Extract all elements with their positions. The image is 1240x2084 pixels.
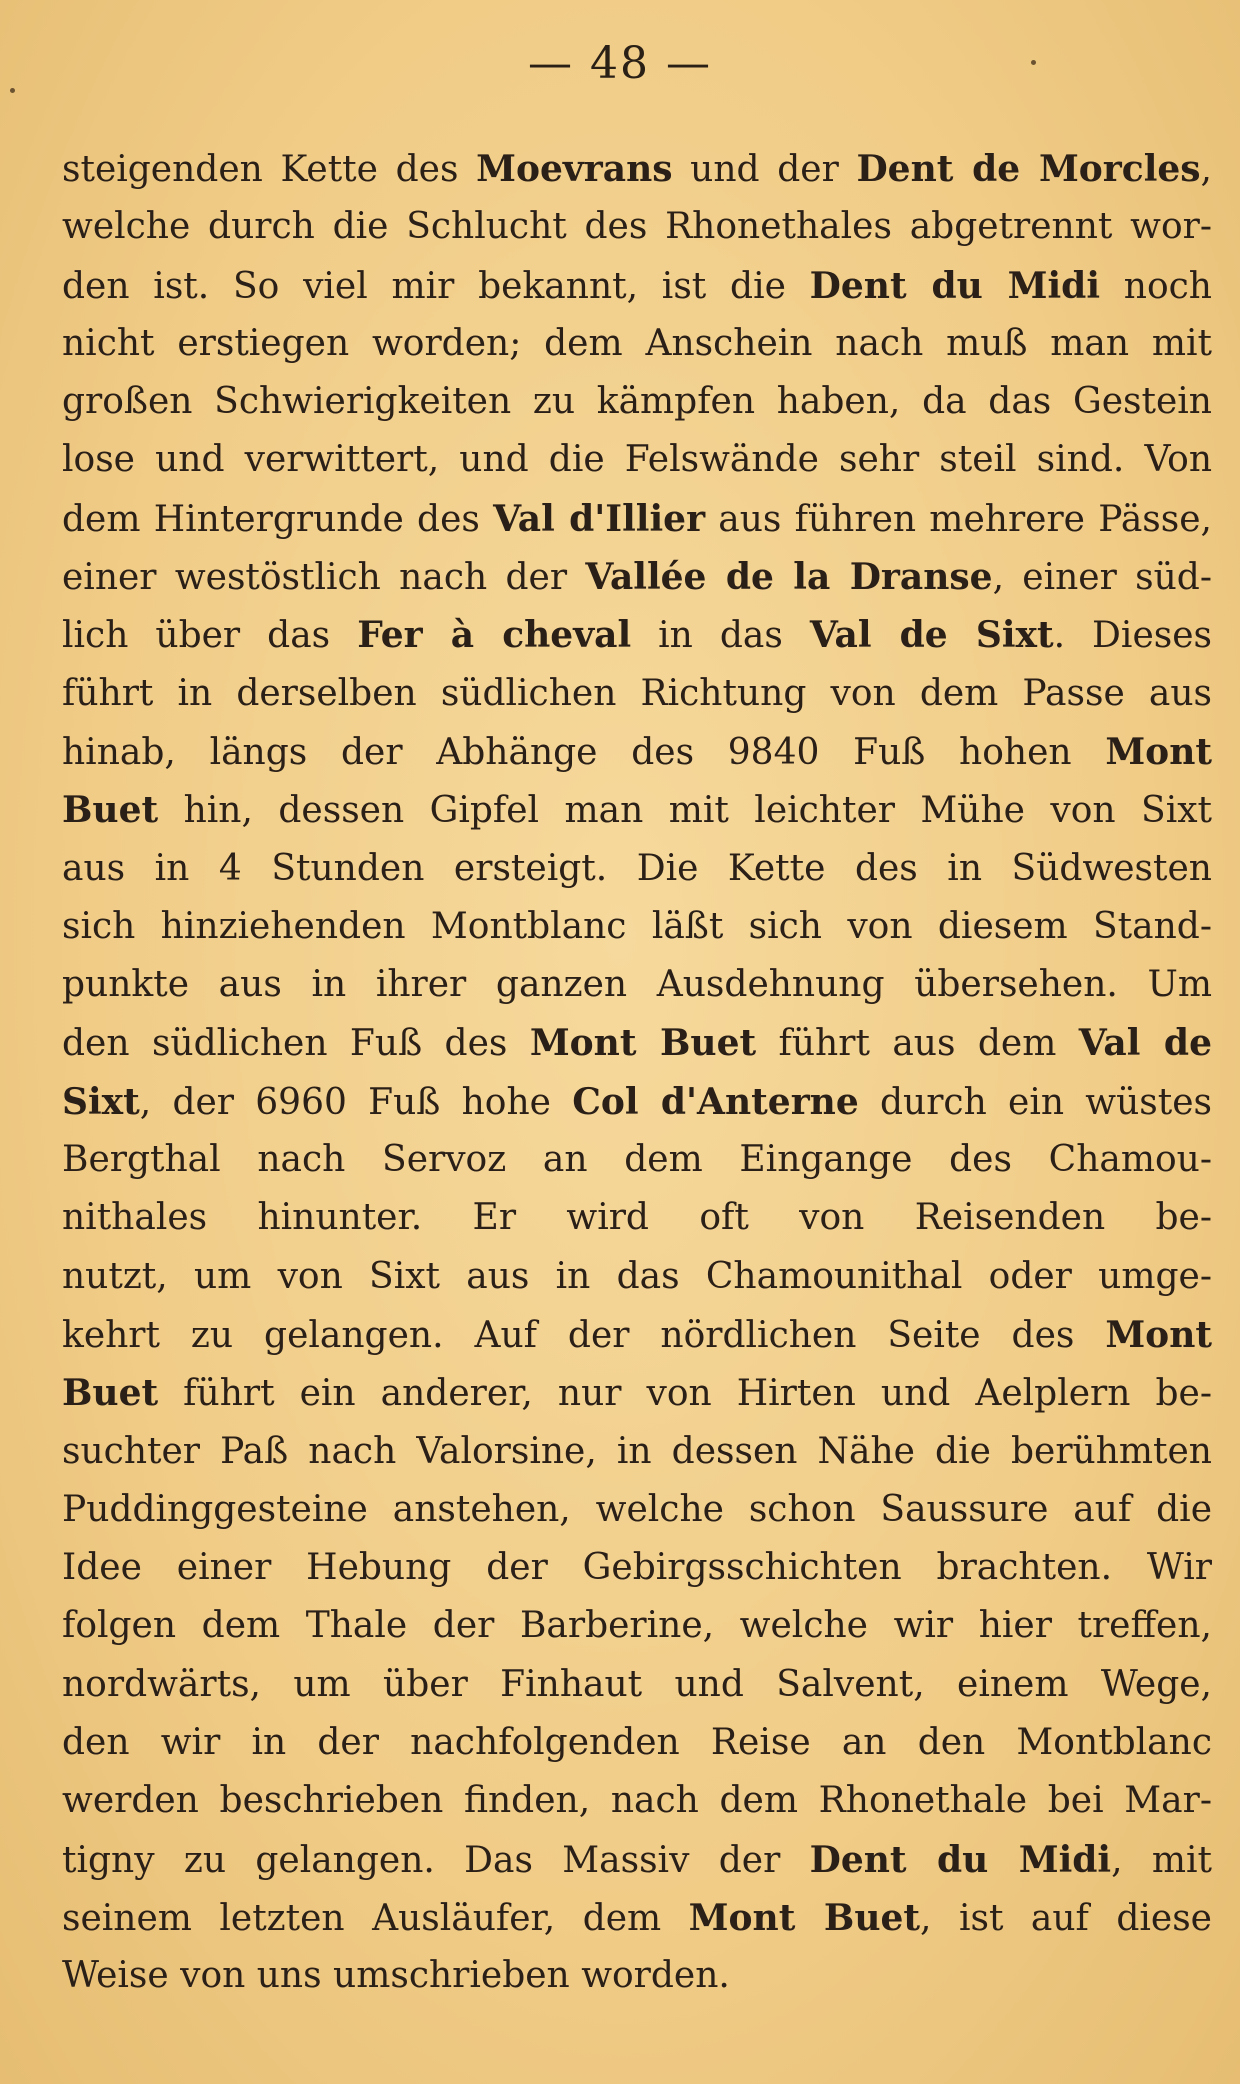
text-run: lose und verwittert, und die Felswände sehr steil sind. Von xyxy=(62,439,1212,481)
text-run: führt ein anderer, nur von Hirten und Aelplern be- xyxy=(158,1373,1212,1415)
text-line xyxy=(62,1481,1212,1539)
text-run: nithales hinunter. Er wird oft von Reisenden be- xyxy=(62,1197,1212,1239)
text-line xyxy=(62,198,1212,256)
place-name: Mont Buet xyxy=(688,1896,921,1939)
text-line xyxy=(62,490,1212,548)
print-speck xyxy=(1031,60,1036,65)
text-run: den ist. So viel mir bekannt, ist die xyxy=(62,265,810,307)
text-run: großen Schwierigkeiten zu kämpfen haben, da das Gestein xyxy=(62,381,1212,423)
text-run: punkte aus in ihrer ganzen Ausdehnung übersehen. Um xyxy=(62,964,1212,1006)
text-line xyxy=(62,723,1212,781)
text-line xyxy=(62,1423,1212,1481)
place-name: Mont xyxy=(1105,730,1212,773)
text-run: , mit xyxy=(1111,1839,1212,1881)
text-run: dem Hintergrunde des xyxy=(62,498,494,540)
text-run: tigny zu gelangen. Das Massiv der xyxy=(62,1839,810,1881)
text-line xyxy=(62,840,1212,898)
text-run: und der xyxy=(672,149,857,190)
text-line xyxy=(62,1189,1212,1247)
text-run: lich über das xyxy=(62,615,358,657)
text-line xyxy=(62,1306,1212,1364)
text-run: nutzt, um von Sixt aus in das Chamounithal oder umge- xyxy=(62,1255,1212,1297)
text-run: seinem letzten Ausläufer, dem xyxy=(62,1897,689,1939)
text-line xyxy=(62,1947,1212,2005)
text-line xyxy=(62,1656,1212,1714)
text-run: führt in derselben südlichen Richtung von dem Passe aus xyxy=(62,672,1212,714)
text-run: welche durch die Schlucht des Rhonethales abgetrennt wor- xyxy=(62,206,1212,248)
place-name: Moevrans xyxy=(476,148,673,190)
text-run: kehrt zu gelangen. Auf der nördlichen Seite des xyxy=(62,1314,1106,1356)
text-run: einer westöstlich nach der xyxy=(62,557,586,599)
text-line xyxy=(62,1364,1212,1422)
text-line xyxy=(62,606,1212,664)
page-number: — 48 — xyxy=(528,38,712,89)
text-line xyxy=(62,665,1212,723)
text-run: Idee einer Hebung der Gebirgsschichten brachten. Wir xyxy=(62,1547,1212,1589)
place-name: Dent du Midi xyxy=(809,1838,1112,1881)
text-run: durch ein wüstes xyxy=(858,1081,1213,1123)
place-name: Mont Buet xyxy=(529,1022,757,1065)
text-run: den wir in der nachfolgenden Reise an den Montblanc xyxy=(62,1722,1212,1764)
text-run: folgen dem Thale der Barberine, welche wir hier treffen, xyxy=(62,1605,1212,1647)
text-line xyxy=(62,1889,1212,1947)
text-run: suchter Paß nach Valorsine, in dessen Nähe die berühmten xyxy=(62,1430,1212,1472)
text-line xyxy=(62,257,1212,315)
place-name: Val de xyxy=(1078,1022,1212,1065)
text-run: noch xyxy=(1100,265,1212,307)
text-run: nicht erstiegen worden; dem Anschein nach muß man mit xyxy=(62,322,1212,364)
text-line xyxy=(62,1073,1212,1131)
place-name: Dent de Morcles xyxy=(856,148,1201,190)
text-line xyxy=(62,1831,1212,1889)
text-run: den südlichen Fuß des xyxy=(62,1023,530,1065)
place-name: Sixt xyxy=(62,1080,140,1123)
text-line xyxy=(62,1597,1212,1655)
place-name: Buet xyxy=(62,1372,159,1415)
text-run: , ist auf diese xyxy=(920,1897,1212,1939)
text-run: , der 6960 Fuß hohe xyxy=(139,1081,573,1123)
place-name: Mont xyxy=(1105,1313,1212,1356)
text-run: , einer süd- xyxy=(992,557,1212,599)
body-text xyxy=(62,140,1212,2006)
text-run: Bergthal nach Servoz an dem Eingange des Chamou- xyxy=(62,1139,1212,1181)
text-run: werden beschrieben finden, nach dem Rhonethale bei Mar- xyxy=(62,1780,1212,1822)
place-name: Val de Sixt xyxy=(809,614,1054,657)
place-name: Val d'Illier xyxy=(493,497,706,540)
text-line xyxy=(62,373,1212,431)
text-line xyxy=(62,431,1212,489)
text-run: Puddinggesteine anstehen, welche schon Saussure auf die xyxy=(62,1488,1212,1530)
text-line xyxy=(62,548,1212,606)
text-run: führt aus dem xyxy=(756,1023,1079,1065)
place-name: Buet xyxy=(62,789,159,832)
text-line xyxy=(62,1131,1212,1189)
text-run: in das xyxy=(631,615,810,657)
text-run: aus in 4 Stunden ersteigt. Die Kette des in Südwesten xyxy=(62,847,1212,889)
text-run: . Dieses xyxy=(1053,615,1212,657)
text-run: hin, dessen Gipfel man mit leichter Mühe von Sixt xyxy=(158,790,1212,832)
text-run: Weise von uns umschrieben worden. xyxy=(62,1955,730,1997)
text-run: steigenden Kette des xyxy=(62,149,477,190)
text-run: hinab, längs der Abhänge des 9840 Fuß hohen xyxy=(62,731,1106,773)
text-run: nordwärts, um über Finhaut und Salvent, einem Wege, xyxy=(62,1663,1212,1705)
text-line xyxy=(62,1714,1212,1772)
text-line xyxy=(62,1248,1212,1306)
print-speck xyxy=(10,88,15,93)
text-line xyxy=(62,781,1212,839)
text-line xyxy=(62,315,1212,373)
place-name: Col d'Anterne xyxy=(572,1080,859,1123)
text-run: aus führen mehrere Pässe, xyxy=(705,498,1212,540)
text-line xyxy=(62,140,1212,198)
text-line xyxy=(62,956,1212,1014)
text-line xyxy=(62,1539,1212,1597)
place-name: Fer à cheval xyxy=(357,614,632,657)
place-name: Dent du Midi xyxy=(809,264,1101,307)
place-name: Vallée de la Dranse xyxy=(585,556,993,599)
text-run: sich hinziehenden Montblanc läßt sich von diesem Stand- xyxy=(62,905,1212,947)
text-line xyxy=(62,1772,1212,1830)
text-run: , xyxy=(1200,149,1212,190)
text-line xyxy=(62,1014,1212,1072)
text-line xyxy=(62,898,1212,956)
